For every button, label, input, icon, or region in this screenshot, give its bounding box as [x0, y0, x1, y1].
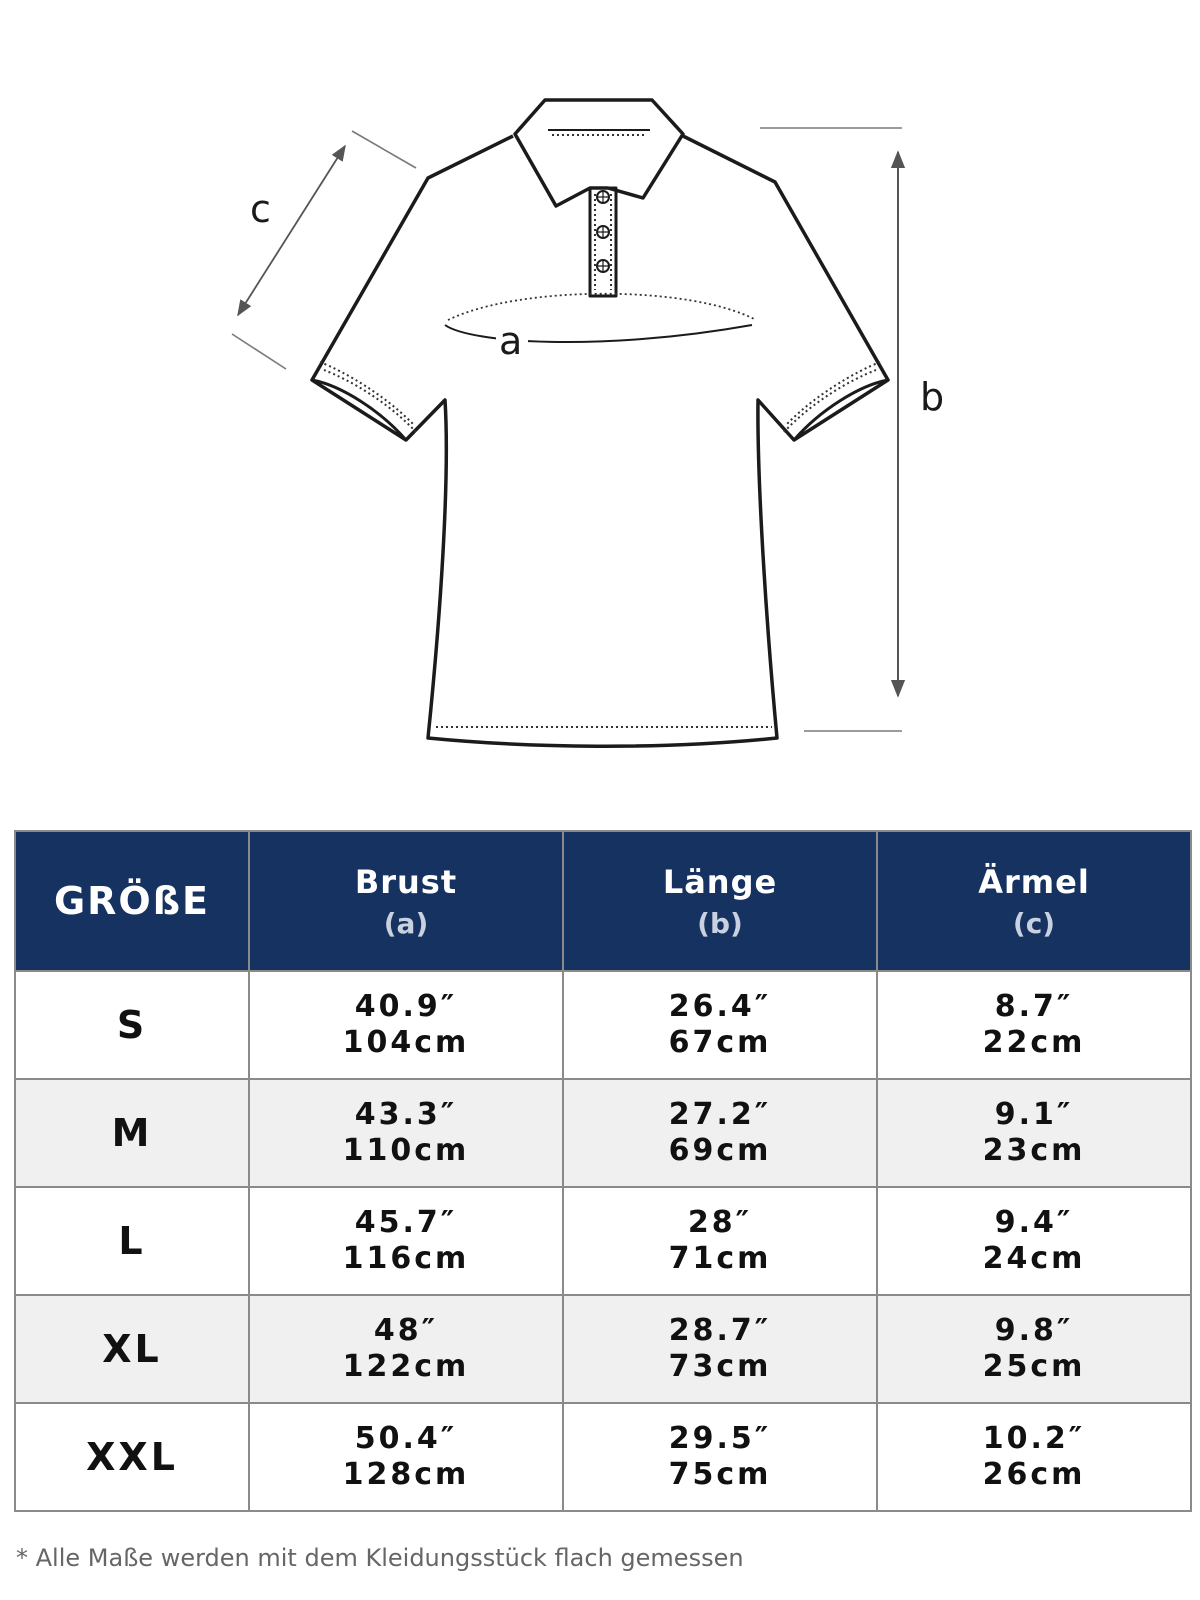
- length-cm: 67cm: [668, 1025, 772, 1060]
- header-sleeve: [877, 831, 1191, 971]
- table-row: [15, 1187, 1191, 1295]
- label-chest: a: [499, 319, 523, 363]
- length-cell: [563, 1187, 877, 1295]
- sleeve-cm: 22cm: [982, 1025, 1086, 1060]
- measurement-footnote: * Alle Maße werden mit dem Kleidungsstück flach gemessen: [16, 1544, 744, 1572]
- header-length: [563, 831, 877, 971]
- label-length: b: [920, 375, 945, 419]
- chest-measure-line: [445, 325, 752, 342]
- length-inches: 27.2″: [668, 1097, 772, 1132]
- header-chest-sub: (a): [383, 906, 429, 940]
- chest-inches: 45.7″: [354, 1205, 458, 1240]
- sleeve-cm: 25cm: [982, 1349, 1086, 1384]
- chest-cm: 110cm: [342, 1133, 470, 1168]
- chest-back-line: [448, 294, 756, 320]
- length-cm: 71cm: [668, 1241, 772, 1276]
- sleeve-cm: 26cm: [982, 1457, 1086, 1492]
- sleeve-cell: [877, 1187, 1191, 1295]
- size-cell: L: [15, 1187, 249, 1295]
- table-row: [15, 1079, 1191, 1187]
- chest-cell: [249, 971, 563, 1079]
- chest-cm: 128cm: [342, 1457, 470, 1492]
- size-cell: XL: [15, 1295, 249, 1403]
- header-length-sub: (b): [697, 906, 743, 940]
- chest-cm: 104cm: [342, 1025, 470, 1060]
- header-chest-label: Brust: [354, 862, 458, 901]
- chest-cell: [249, 1295, 563, 1403]
- table-row: [15, 1295, 1191, 1403]
- size-cell: XXL: [15, 1403, 249, 1511]
- size-cell: M: [15, 1079, 249, 1187]
- size-cell: S: [15, 971, 249, 1079]
- chest-cell: [249, 1187, 563, 1295]
- length-cell: [563, 1079, 877, 1187]
- sleeve-cell: [877, 1403, 1191, 1511]
- table-header-row: [15, 831, 1191, 971]
- table-row: [15, 971, 1191, 1079]
- sleeve-cell: [877, 971, 1191, 1079]
- label-sleeve: c: [250, 187, 271, 231]
- header-length-label: Länge: [662, 862, 778, 901]
- size-chart-table: [14, 830, 1192, 1512]
- sleeve-inches: 9.8″: [994, 1313, 1074, 1348]
- polo-shirt-diagram: [0, 0, 1200, 780]
- collar: [515, 100, 683, 206]
- sleeve-inches: 8.7″: [994, 989, 1074, 1024]
- chest-inches: 50.4″: [354, 1421, 458, 1456]
- length-inches: 26.4″: [668, 989, 772, 1024]
- header-chest: [249, 831, 563, 971]
- header-size-label: GRÖßE: [53, 879, 211, 923]
- length-cm: 73cm: [668, 1349, 772, 1384]
- table-row: [15, 1403, 1191, 1511]
- length-inches: 28″: [687, 1205, 753, 1240]
- length-cell: [563, 1403, 877, 1511]
- buttons: [597, 191, 609, 272]
- chest-cm: 116cm: [342, 1241, 470, 1276]
- length-inches: 29.5″: [668, 1421, 772, 1456]
- stitching: [320, 135, 880, 727]
- sleeve-cm: 24cm: [982, 1241, 1086, 1276]
- length-measure: [760, 128, 902, 731]
- length-cm: 75cm: [668, 1457, 772, 1492]
- sleeve-cm: 23cm: [982, 1133, 1086, 1168]
- length-cell: [563, 1295, 877, 1403]
- sleeve-inches: 10.2″: [982, 1421, 1086, 1456]
- sleeve-cell: [877, 1079, 1191, 1187]
- length-cell: [563, 971, 877, 1079]
- header-sleeve-label: Ärmel: [978, 862, 1090, 901]
- header-sleeve-sub: (c): [1012, 906, 1056, 940]
- chest-inches: 43.3″: [354, 1097, 458, 1132]
- sleeve-inches: 9.1″: [994, 1097, 1074, 1132]
- placket: [590, 188, 616, 296]
- header-size: [15, 831, 249, 971]
- chest-inches: 40.9″: [354, 989, 458, 1024]
- sleeve-inches: 9.4″: [994, 1205, 1074, 1240]
- length-cm: 69cm: [668, 1133, 772, 1168]
- sleeve-cell: [877, 1295, 1191, 1403]
- chest-cm: 122cm: [342, 1349, 470, 1384]
- chest-cell: [249, 1079, 563, 1187]
- chest-cell: [249, 1403, 563, 1511]
- length-inches: 28.7″: [668, 1313, 772, 1348]
- chest-inches: 48″: [373, 1313, 439, 1348]
